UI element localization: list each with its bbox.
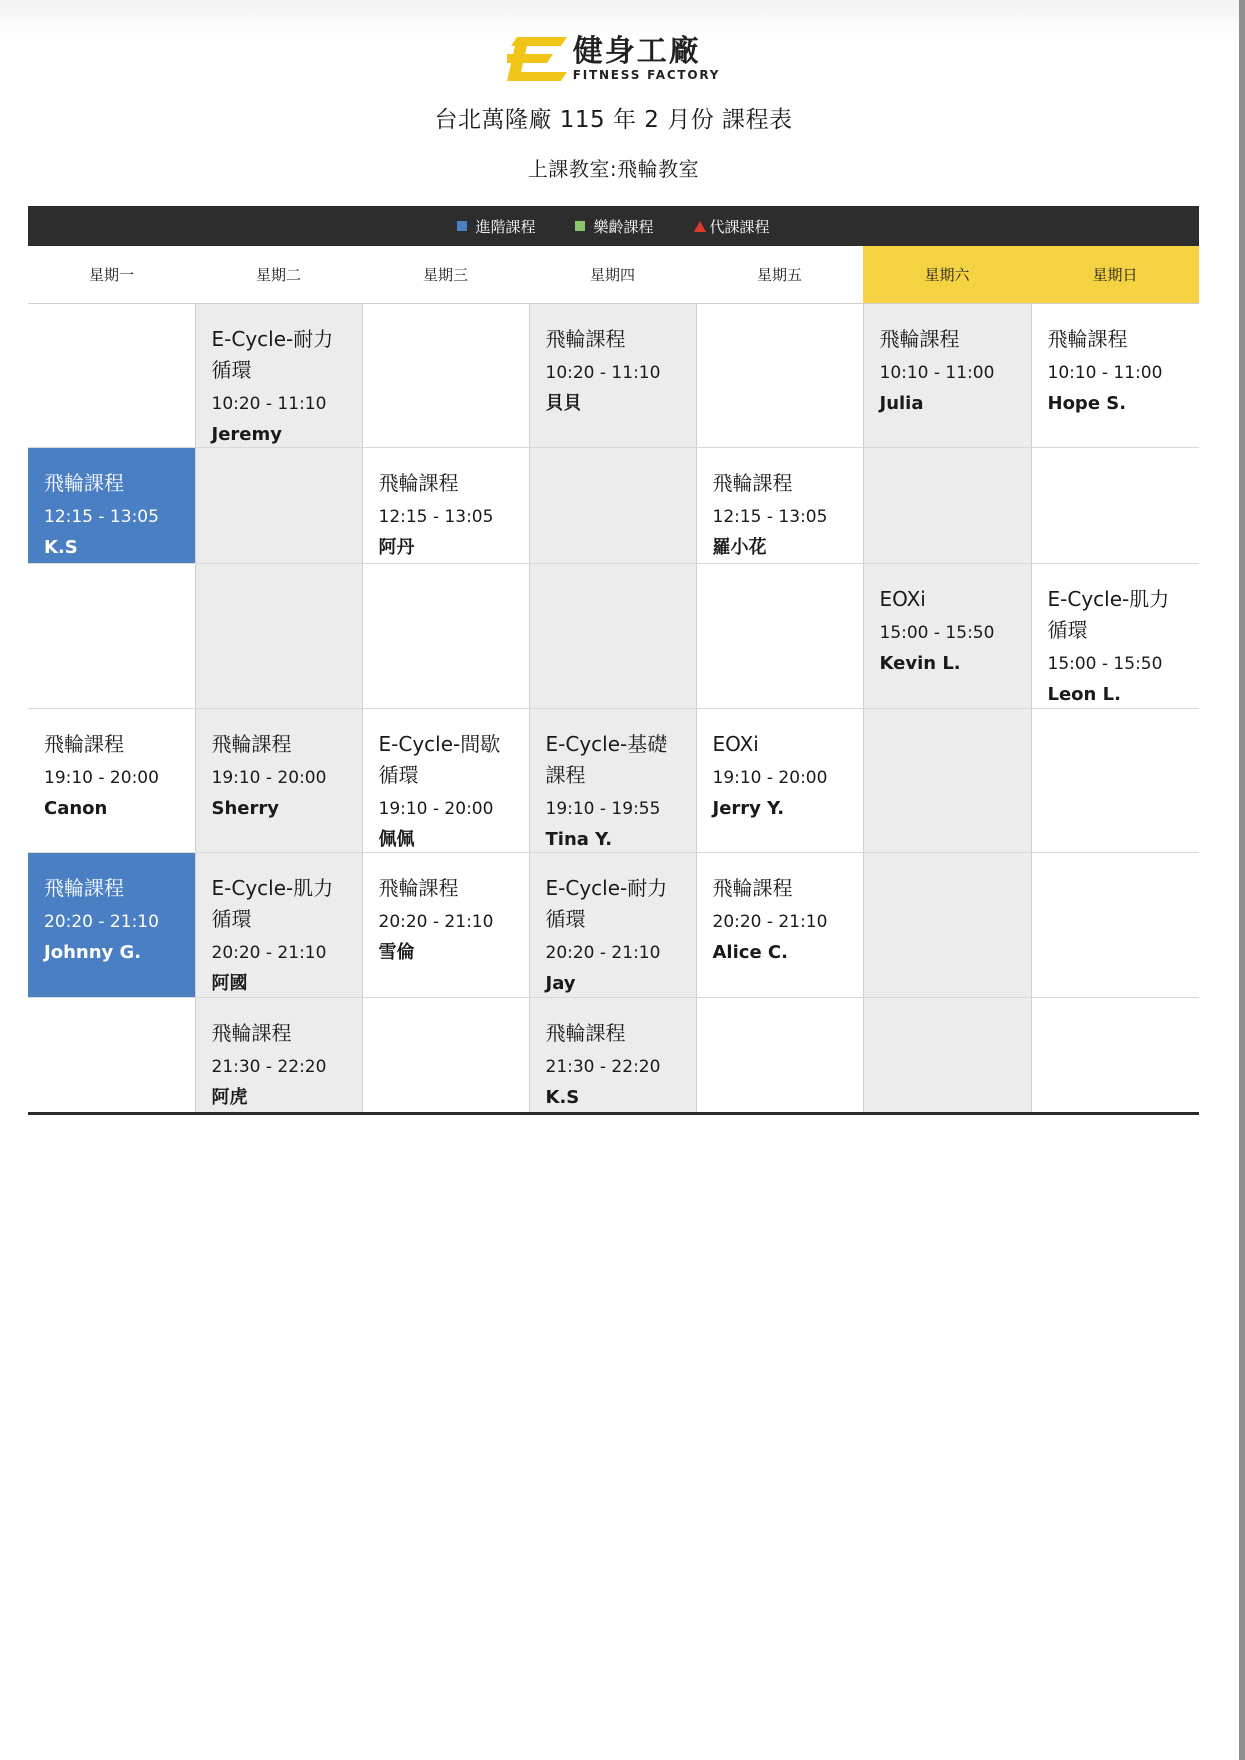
class-time: 12:15 - 13:05: [712, 507, 828, 527]
class-time: 15:00 - 15:50: [879, 623, 995, 643]
day-header-cell: 星期二: [195, 246, 362, 304]
class-name: 飛輪課程: [712, 876, 793, 900]
class-time: 19:10 - 20:00: [44, 768, 159, 788]
class-cell[interactable]: [195, 853, 362, 998]
class-time: 20:20 - 21:10: [211, 943, 327, 963]
page-title: 台北萬隆廠 115 年 2 月份 課程表: [434, 107, 793, 133]
coach-name: 雪倫: [378, 942, 415, 963]
schedule-row: [28, 564, 1199, 709]
empty-cell: [696, 304, 863, 448]
class-time: 19:10 - 20:00: [378, 799, 494, 819]
class-name: EOXi: [712, 732, 759, 756]
coach-name: Jerry Y.: [712, 798, 785, 819]
coach-name: Jay: [545, 973, 576, 994]
coach-name: Johnny G.: [44, 942, 142, 963]
class-cell[interactable]: [696, 448, 863, 564]
coach-name: Jeremy: [211, 424, 282, 445]
class-name: 飛輪課程: [1047, 327, 1128, 351]
empty-cell: [529, 564, 696, 709]
schedule-body: [28, 304, 1199, 1114]
class-cell[interactable]: [195, 998, 362, 1114]
class-time: 21:30 - 22:20: [211, 1057, 327, 1077]
class-cell[interactable]: [1031, 564, 1199, 709]
class-cell[interactable]: [362, 709, 529, 853]
legend-item: [575, 216, 653, 237]
coach-name: Canon: [44, 798, 108, 819]
class-name: E-Cycle-肌力循環: [211, 876, 334, 931]
class-name: 飛輪課程: [378, 876, 459, 900]
class-name: E-Cycle-耐力循環: [545, 876, 668, 931]
class-name: 飛輪課程: [44, 732, 124, 756]
empty-cell: [529, 448, 696, 564]
coach-name: K.S: [44, 537, 78, 558]
empty-cell: [863, 709, 1031, 853]
empty-cell: [362, 564, 529, 709]
class-time: 10:20 - 11:10: [545, 363, 661, 383]
class-time: 20:20 - 21:10: [378, 912, 494, 932]
class-name: EOXi: [879, 587, 926, 611]
coach-name: 佩佩: [378, 829, 415, 850]
legend-square-icon: [457, 221, 467, 231]
empty-cell: [1031, 448, 1199, 564]
empty-cell: [362, 998, 529, 1114]
empty-cell: [863, 998, 1031, 1114]
class-cell[interactable]: [28, 448, 195, 564]
empty-cell: [863, 448, 1031, 564]
class-name: 飛輪課程: [378, 471, 459, 495]
coach-name: Hope S.: [1047, 393, 1127, 414]
day-header-cell: 星期三: [362, 246, 529, 304]
schedule-row: [28, 998, 1199, 1114]
class-name: 飛輪課程: [211, 732, 292, 756]
class-time: 19:10 - 20:00: [211, 768, 327, 788]
class-cell[interactable]: [362, 853, 529, 998]
schedule-row: [28, 448, 1199, 564]
legend-label: 代課課程: [709, 217, 770, 236]
class-cell[interactable]: [863, 564, 1031, 709]
day-header-row: [28, 246, 1199, 304]
class-time: 10:20 - 11:10: [211, 394, 327, 414]
class-name: E-Cycle-間歇循環: [378, 732, 501, 787]
legend-label: 樂齡課程: [593, 217, 654, 236]
class-time: 10:10 - 11:00: [879, 363, 995, 383]
legend-label: 進階課程: [475, 217, 536, 236]
coach-name: 貝貝: [545, 393, 582, 414]
class-time: 19:10 - 19:55: [545, 799, 661, 819]
coach-name: 阿國: [211, 973, 248, 994]
coach-name: Kevin L.: [879, 653, 961, 674]
coach-name: 羅小花: [712, 537, 767, 558]
class-name: 飛輪課程: [545, 327, 626, 351]
coach-name: Julia: [879, 393, 924, 414]
day-header-cell: 星期日: [1031, 246, 1199, 304]
coach-name: Tina Y.: [545, 829, 613, 850]
class-time: 12:15 - 13:05: [378, 507, 494, 527]
class-cell[interactable]: [863, 304, 1031, 448]
class-time: 20:20 - 21:10: [545, 943, 661, 963]
empty-cell: [1031, 709, 1199, 853]
legend-bar: [28, 206, 1199, 246]
class-time: 21:30 - 22:20: [545, 1057, 661, 1077]
coach-name: 阿虎: [211, 1087, 248, 1108]
empty-cell: [1031, 998, 1199, 1114]
schedule-row: [28, 709, 1199, 853]
empty-cell: [195, 564, 362, 709]
class-name: E-Cycle-耐力循環: [211, 327, 334, 382]
empty-cell: [863, 853, 1031, 998]
empty-cell: [28, 998, 195, 1114]
class-cell[interactable]: [529, 709, 696, 853]
empty-cell: [696, 998, 863, 1114]
brand-logo: [507, 34, 721, 84]
coach-name: 阿丹: [378, 537, 415, 558]
class-name: 飛輪課程: [879, 327, 960, 351]
scrollbar[interactable]: [1239, 0, 1245, 1760]
class-time: 10:10 - 11:00: [1047, 363, 1163, 383]
brand-name-en: FITNESS FACTORY: [572, 68, 721, 82]
legend-item: [694, 216, 770, 237]
empty-cell: [696, 564, 863, 709]
class-cell[interactable]: [28, 853, 195, 998]
class-time: 19:10 - 20:00: [712, 768, 828, 788]
day-header-cell: 星期五: [696, 246, 863, 304]
class-name: E-Cycle-肌力循環: [1047, 587, 1170, 642]
class-time: 12:15 - 13:05: [44, 507, 159, 527]
class-name: 飛輪課程: [712, 471, 793, 495]
legend-square-icon: [575, 221, 585, 231]
class-cell[interactable]: [28, 709, 195, 853]
schedule-row: [28, 304, 1199, 448]
coach-name: Leon L.: [1047, 684, 1121, 705]
day-header-cell: 星期一: [28, 246, 195, 304]
class-cell[interactable]: [362, 448, 529, 564]
brand-name-cn: 健身工廠: [572, 34, 701, 69]
classroom-label: 上課教室:飛輪教室: [527, 157, 700, 181]
class-cell[interactable]: [529, 998, 696, 1114]
empty-cell: [1031, 853, 1199, 998]
logo-mark-icon: [507, 37, 567, 81]
empty-cell: [28, 304, 195, 448]
class-cell[interactable]: [1031, 304, 1199, 448]
day-header-cell: 星期六: [863, 246, 1031, 304]
class-name: 飛輪課程: [44, 876, 124, 900]
class-time: 20:20 - 21:10: [712, 912, 828, 932]
page-header: [28, 34, 1199, 182]
schedule-table: [28, 246, 1199, 1115]
substitute-triangle-icon: [694, 221, 706, 232]
class-name: E-Cycle-基礎課程: [545, 732, 668, 787]
empty-cell: [362, 304, 529, 448]
class-cell[interactable]: [696, 853, 863, 998]
class-cell[interactable]: [529, 853, 696, 998]
class-time: 20:20 - 21:10: [44, 912, 159, 932]
coach-name: Sherry: [211, 798, 279, 819]
class-cell[interactable]: [696, 709, 863, 853]
class-time: 15:00 - 15:50: [1047, 654, 1163, 674]
class-cell[interactable]: [195, 304, 362, 448]
class-name: 飛輪課程: [44, 471, 124, 495]
legend-item: [457, 216, 535, 237]
class-name: 飛輪課程: [211, 1021, 292, 1045]
class-name: 飛輪課程: [545, 1021, 626, 1045]
coach-name: K.S: [545, 1087, 580, 1108]
empty-cell: [195, 448, 362, 564]
empty-cell: [28, 564, 195, 709]
coach-name: Alice C.: [712, 942, 788, 963]
schedule-row: [28, 853, 1199, 998]
day-header-cell: 星期四: [529, 246, 696, 304]
class-cell[interactable]: [195, 709, 362, 853]
class-cell[interactable]: [529, 304, 696, 448]
